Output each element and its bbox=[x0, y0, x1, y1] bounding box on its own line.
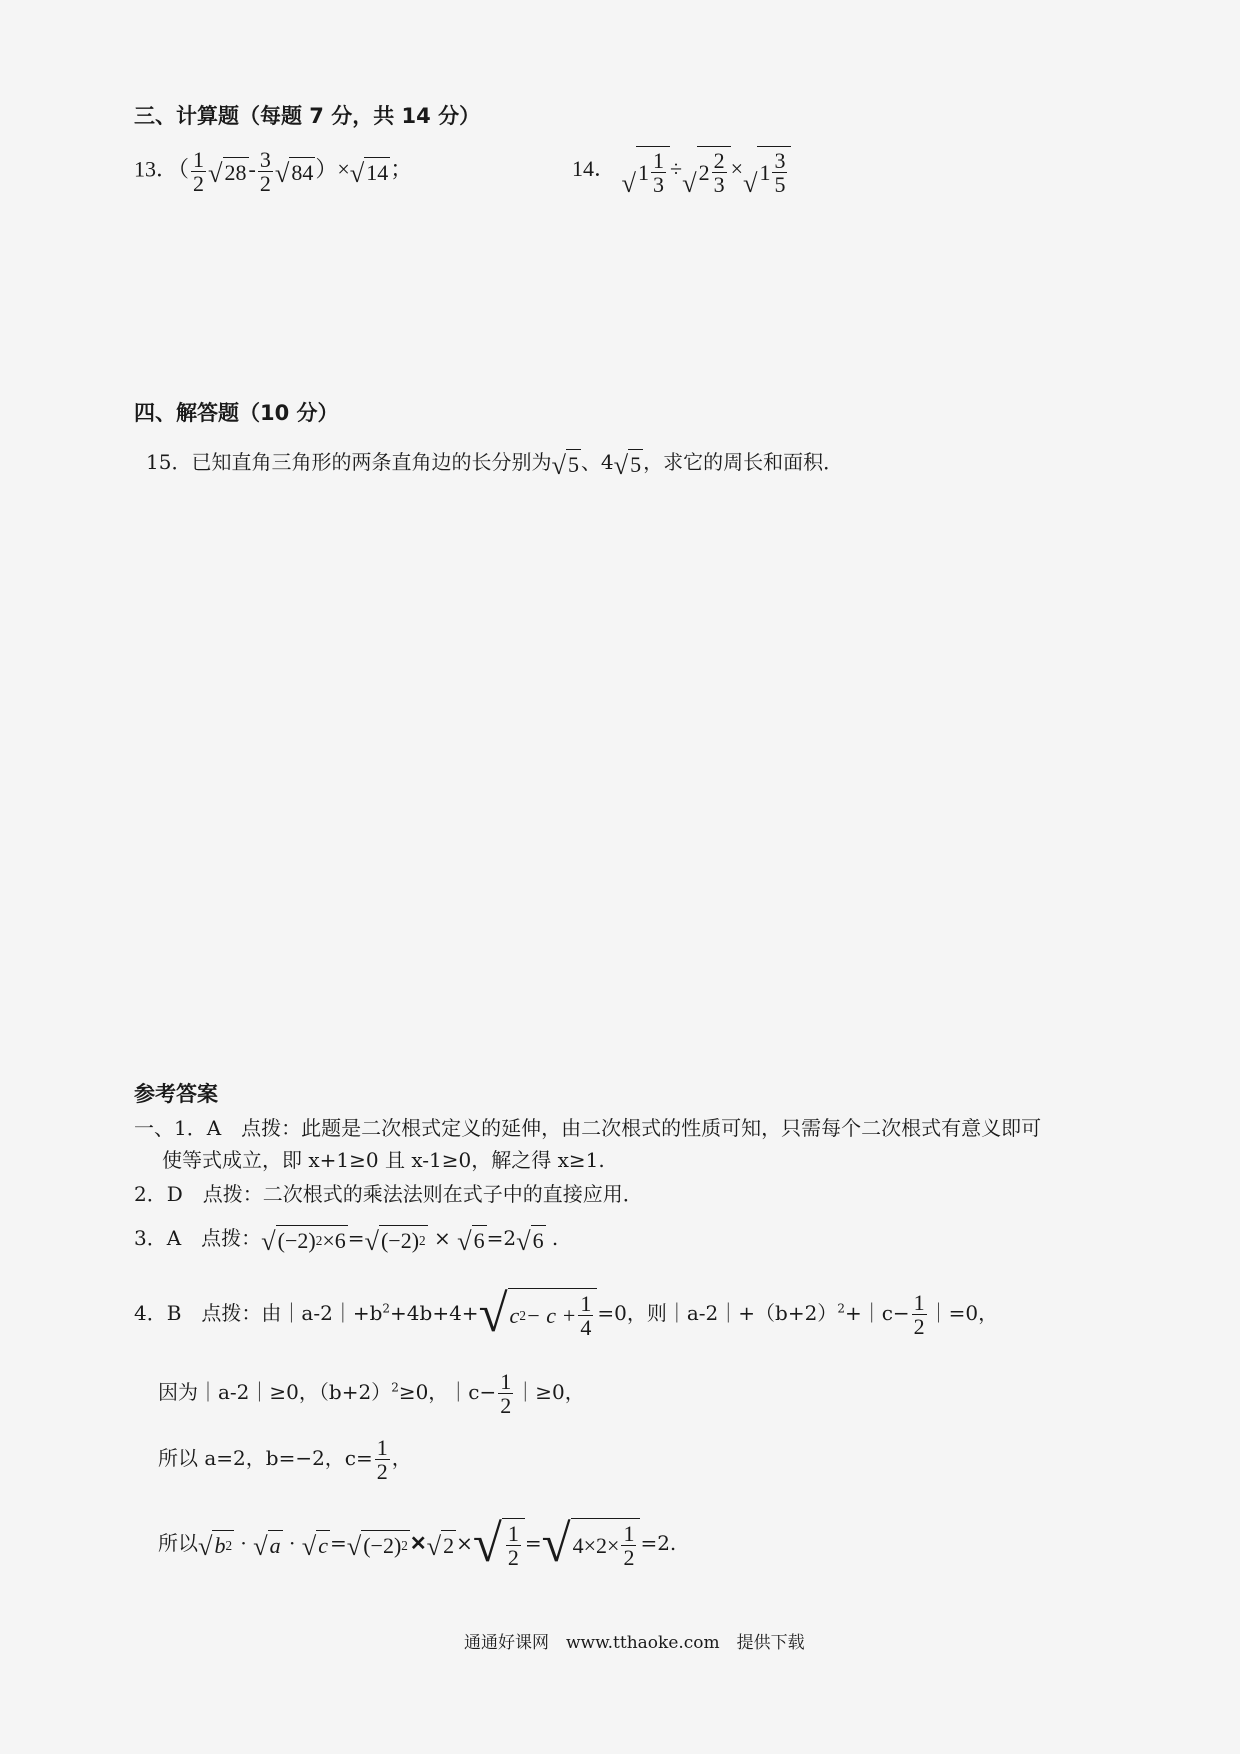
section-4-heading: 四、解答题（10 分） bbox=[134, 401, 339, 425]
question-15: 15．已知直角三角形的两条直角边的长分别为 √ 5 、4 √ 5 ，求它的周长和面积． bbox=[146, 449, 844, 480]
section-3-heading: 三、计算题（每题 7 分，共 14 分） bbox=[134, 104, 481, 128]
answer-4-so-1: 所以 a=2，b=−2，c= $\frac{1}{2}$ ， bbox=[158, 1435, 412, 1485]
answer-1-line-2: 使等式成立，即 x+1≥0 且 x-1≥0，解之得 x≥1. bbox=[162, 1148, 605, 1172]
question-14: 14． √ 1 $\frac{1}{3}$ ÷ √ 2 $\frac{2}{3}$ × √ 1 $\frac{3}{5}$ bbox=[572, 146, 791, 196]
answer-4-because: 因为｜a-2｜≥0，$(b+2)^2\ge 0$，｜c− $\frac{1}{2}$ ｜≥0， bbox=[158, 1369, 585, 1419]
question-13: 13．（ $\frac{1}{2}$ √ 28 - $\frac{3}{2}$ √ 84 ）× √ 14 ； bbox=[134, 147, 413, 197]
answer-3: 3．A 点拨： √ (−2) 2 ×6 = √ (−2) 2 × √ 6 =2 √ 6 . bbox=[134, 1225, 559, 1256]
footer-credit: 通通好课网 www.tthaoke.com 提供下载 bbox=[464, 1633, 805, 1653]
answer-1-line-1: 一、1．A 点拨：此题是二次根式定义的延伸，由二次根式的性质可知，只需每个二次根式有意义即可 bbox=[134, 1116, 1042, 1140]
answers-title: 参考答案 bbox=[134, 1082, 218, 1106]
answer-4-so-2: 所以 √ b 2 · √ a · √ c = √ (−2) 2 ✕ √ 2 × √ $\frac{1}{2}$ = √ 4×2× $\frac{1}{2}$ =2. bbox=[158, 1515, 677, 1573]
answer-2: 2．D 点拨：二次根式的乘法法则在式子中的直接应用． bbox=[134, 1182, 643, 1206]
answer-4: 4．B 点拨：由$|a-2|+b^2+4b+4+$ √ c 2 − c + $\frac{1}{4}$ =0，则$|a-2|+(b+2)^2+|c-$ $\frac{1}{2}$ ｜=0， bbox=[134, 1285, 999, 1343]
